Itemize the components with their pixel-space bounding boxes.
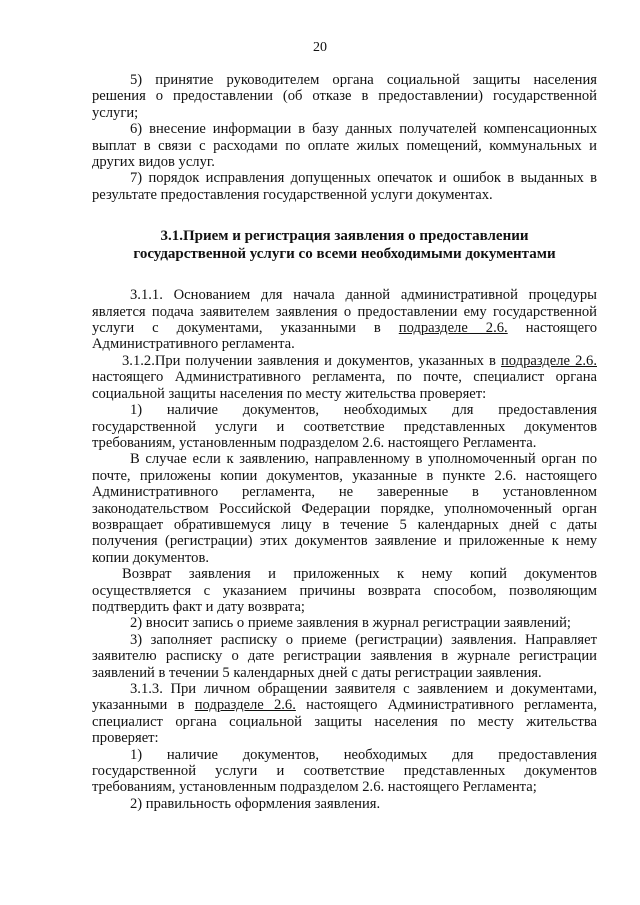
paragraph-3-1-3 <box>92 681 597 747</box>
paragraph-3-1-2 <box>92 353 597 402</box>
paragraph-item-6: 6) внесение информации в базу данных получателей компенсационных выплат в связи с расходами по оплате жилых помещений, коммунальных и других видов услуг. <box>92 121 597 171</box>
subsection-2-6-link[interactable]: подразделе 2.6. <box>500 352 597 369</box>
paragraph-3-1-1 <box>92 287 597 353</box>
paragraph-check-form: 2) правильность оформления заявления. <box>130 795 381 812</box>
page-number: 20 <box>313 40 327 55</box>
subsection-2-6-link[interactable]: подразделе 2.6. <box>194 697 296 714</box>
paragraph-3-1-3-text-a: 3.1.3. При личном обращении заявителя с заявлением и документами, указанными в <box>92 681 597 714</box>
paragraph-uncertified-copies: В случае если к заявлению, направленному в уполномоченный орган по почте, приложены копии документов, указанные в пункте 2.6. настоящего Административного регламента, не заверенные в установленном законодательством Российской Федерации порядке, уполномоченный орган возвращает обратившемуся лицу в течение 5 календарных дней с даты получения (регистрации) этих документов заявление и приложенные к нему копии документов. <box>92 451 597 566</box>
document-body <box>92 72 597 812</box>
paragraph-3-1-2-text-b: настоящего Административного регламента, по почте, специалист органа социальной защиты населения по месту жительства проверяет: <box>92 369 597 402</box>
paragraph-3-1-3-text-b: настоящего Административного регламента, специалист органа социальной защиты населения по месту жительства проверяет: <box>92 697 598 747</box>
section-heading <box>92 227 597 263</box>
paragraph-check-documents: 1) наличие документов, необходимых для предоставления государственной услуги и соответствие представленных документов требованиям, установленным подразделом 2.6. настоящего Регламента. <box>92 402 597 451</box>
section-heading-line-2: государственной услуги со всеми необходимыми документами <box>133 246 556 263</box>
paragraph-3-1-1-text-a: 3.1.1. Основанием для начала данной административной процедуры является подача заявителем заявления о предоставлении ему государственной услуги с документами, указанными в <box>92 287 597 337</box>
paragraph-item-7: 7) порядок исправления допущенных опечаток и ошибок в выданных в результате предоставления государственной услуги документах. <box>92 170 597 203</box>
paragraph-3-1-2-text-a: 3.1.2.При получении заявления и документов, указанных в <box>122 352 501 369</box>
section-heading-line-1: 3.1.Прием и регистрация заявления о предоставлении <box>160 228 529 245</box>
paragraph-return: Возврат заявления и приложенных к нему копий документов осуществляется с указанием причины возврата способом, позволяющим подтвердить факт и дату возврата; <box>92 566 597 615</box>
subsection-2-6-link[interactable]: подразделе 2.6. <box>398 320 508 337</box>
paragraph-item-5: 5) принятие руководителем органа социальной защиты населения решения о предоставлении (об отказе в предоставлении) государственной услуги; <box>92 72 597 121</box>
paragraph-check-documents-personal: 1) наличие документов, необходимых для предоставления государственной услуги и соответствие представленных документов требованиям, установленным подразделом 2.6. настоящего Регламента; <box>92 746 597 796</box>
paragraph-journal-entry: 2) вносит запись о приеме заявления в журнал регистрации заявлений; <box>130 615 571 632</box>
paragraph-receipt: 3) заполняет расписку о приеме (регистрации) заявления. Направляет заявителю расписку о дате регистрации заявления в журнале регистрации заявлений в течении 5 календарных дней с даты регистрации заявления. <box>92 631 597 681</box>
paragraph-3-1-1-text-b: настоящего Административного регламента. <box>92 320 598 353</box>
